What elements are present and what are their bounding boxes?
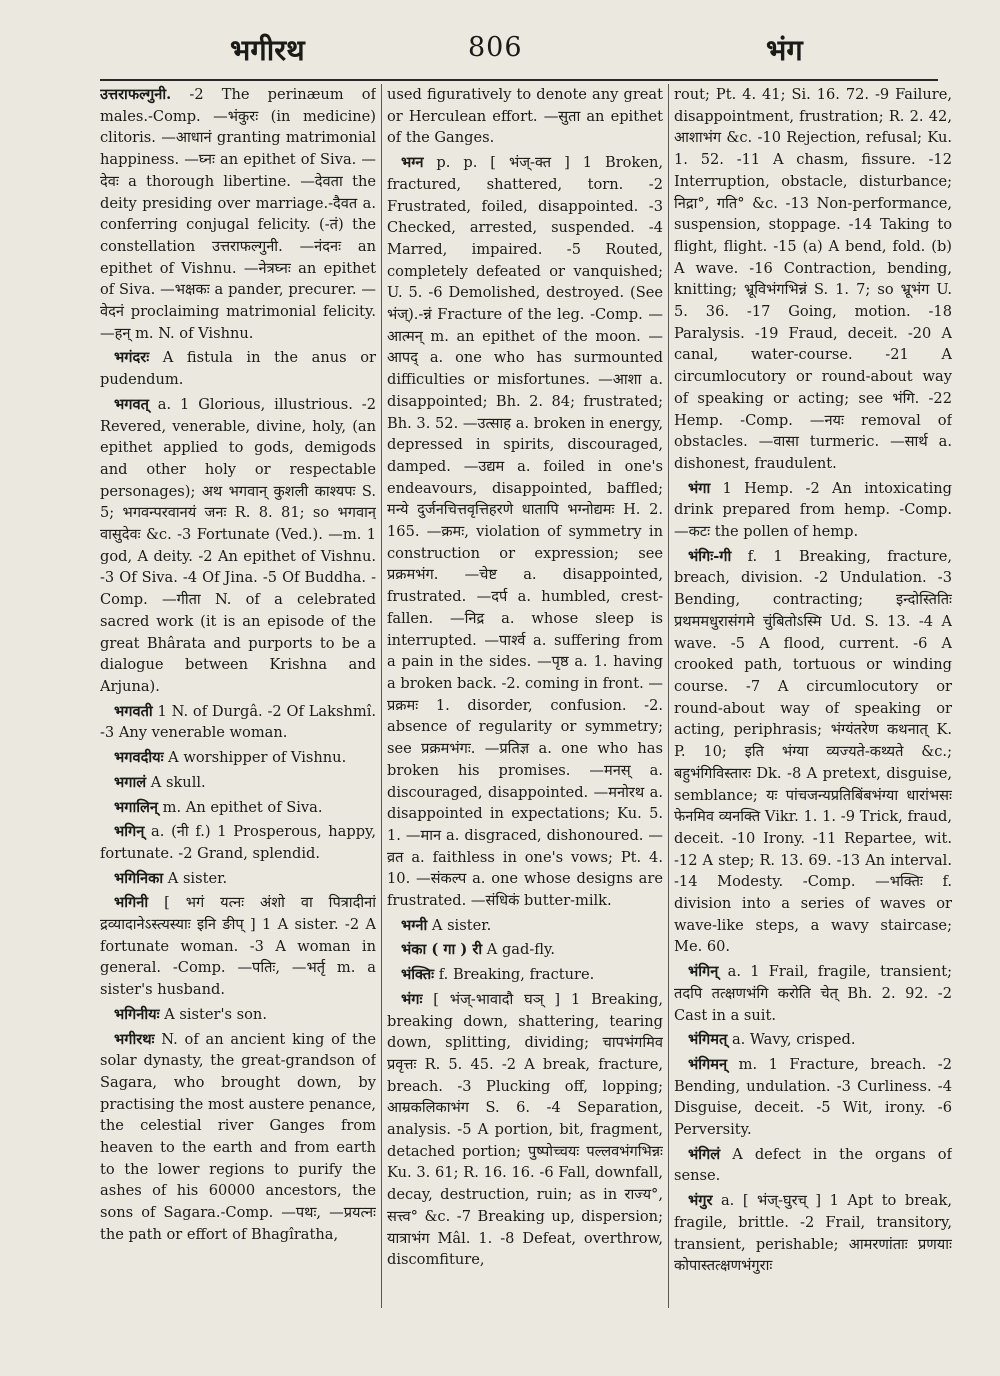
dictionary-entry xyxy=(674,1190,952,1280)
dictionary-entry xyxy=(387,989,663,1274)
dictionary-entry xyxy=(387,152,663,915)
column-1 xyxy=(100,84,376,1324)
entry-definition: -2 The perinæum of males.-Comp. —भंकुरः (in medicine) clitoris. —आधानं granting matrimonial happiness. —घ्नः an epithet of Siva. —देवः a thorough libertine. —देवता the deity presiding over marriage.-दैवत a. conferring conjugal felicity. (-तं) the constellation उत्तराफल्गुनी. —नंदनः an epithet of Vishnu. —नेत्रघ्नः an epithet of Siva. —भक्षकः a pander, precurer. —वेदनं proclaiming matrimonial felicity. —हन् m. N. of Vishnu. xyxy=(100,86,376,342)
entry-headword: भगिनी xyxy=(114,894,149,912)
dictionary-entry xyxy=(100,1029,376,1249)
dictionary-entry xyxy=(100,797,376,822)
entry-definition: used figuratively to denote any great or Herculean effort. —सुता an epithet of the Ganges. xyxy=(387,86,663,147)
entry-headword: भंगिमन् xyxy=(688,1055,728,1073)
dictionary-entry xyxy=(387,964,663,989)
dictionary-entry xyxy=(100,868,376,893)
dictionary-entry xyxy=(387,84,663,152)
entry-headword: भगवती xyxy=(114,702,153,720)
dictionary-entry xyxy=(100,394,376,701)
entry-headword: भगालिन् xyxy=(114,798,159,816)
entry-definition: m. 1 Fracture, breach. -2 Bending, undulation. -3 Curliness. -4 Disguise, deceit. -5 Wit, irony. -6 Perversity. xyxy=(674,1055,952,1139)
entry-definition: A sister. xyxy=(163,869,228,887)
entry-headword: भगीरथः xyxy=(114,1030,155,1048)
dictionary-entry xyxy=(100,892,376,1004)
entry-definition: A worshipper of Vishnu. xyxy=(163,749,347,767)
column-divider-2 xyxy=(668,84,669,1308)
dictionary-entry xyxy=(674,546,952,961)
entry-headword: भग्नी xyxy=(401,916,428,934)
entry-headword: भंगिलं xyxy=(688,1145,721,1163)
entry-headword: भगवत् xyxy=(114,395,149,413)
entry-headword: भगिन् xyxy=(114,823,145,841)
entry-definition: a. 1 Glorious, illustrious. -2 Revered, venerable, divine, holy, (an epithet applied to gods, demigods and other holy or respectable personages); अथ भगवान् कुशली काश्यपः S. 5; भगवन्परवानयं जनः R. 8. 81; so भगवान् वासुदेवः &c. -3 Fortunate (Ved.). —m. 1 god, A deity. -2 An epithet of Vishnu. -3 Of Siva. -4 Of Jina. -5 Of Buddha. -Comp. —गीता N. of a celebrated sacred work (it is an episode of the great Bhârata and purports to be a dialogue between Krishna and Arjuna). xyxy=(100,395,376,695)
entry-definition: A skull. xyxy=(146,773,206,791)
entry-headword: भंगिन् xyxy=(688,963,719,981)
header-rule xyxy=(100,79,938,81)
entry-headword: भगिनीयः xyxy=(114,1005,160,1023)
entry-headword: भगंदरः xyxy=(114,349,150,367)
entry-headword: उत्तराफल्गुनी. xyxy=(100,86,172,103)
entry-headword: भगिनिका xyxy=(114,869,164,887)
dictionary-entry xyxy=(100,701,376,747)
dictionary-entry xyxy=(674,1144,952,1190)
entry-headword: भगवदीयः xyxy=(114,749,164,767)
entry-definition: rout; Pt. 4. 41; Si. 16. 72. -9 Failure, disappointment, frustration; R. 2. 42, आशाभंग &c. -10 Rejection, refusal; Ku. 1. 52. -11 A chasm, fissure. -12 Interruption, obstacle, disturbance; निद्रा°, गति° &c. -13 Non-performance, suspension, stoppage. -14 Taking to flight, flight. -15 (a) A bend, fold. (b) A wave. -16 Contraction, bending, knitting; भ्रूविभंगभिन्नं S. 1. 7; so भ्रूभंग U. 5. 36. -17 Going, motion. -18 Paralysis. -19 Fraud, deceit. -20 A canal, water-course. -21 A circumlocutory or round-about way of speaking or acting; see भंगि. -22 Hemp. -Comp. —नयः removal of obstacles. —वासा turmeric. —सार्थ a. dishonest, fraudulent. xyxy=(674,86,952,472)
entry-headword: भग्न xyxy=(401,154,424,172)
dictionary-entry xyxy=(674,84,952,478)
dictionary-entry xyxy=(100,772,376,797)
entry-headword: भंगिमत् xyxy=(688,1031,728,1049)
dictionary-entry xyxy=(100,347,376,393)
entry-definition: A sister's son. xyxy=(159,1005,267,1023)
entry-definition: a. (नी f.) 1 Prosperous, happy, fortunate. -2 Grand, splendid. xyxy=(100,823,376,862)
entry-definition: p. p. [ भंज्-क्त ] 1 Broken, fractured, shattered, torn. -2 Frustrated, foiled, disappointed. -3 Checked, arrested, suspended. -4 Marred, impaired. -5 Routed, completely defeated or vanquished; U. 5. -6 Demolished, destroyed. (See भंज्).-न्नं Fracture of the leg. -Comp. —आत्मन् m. an epithet of the moon. —आपद् a. one who has surmounted difficulties or misfortunes. —आशा a. disappointed; Bh. 2. 84; frustrated; Bh. 3. 52. —उत्साह a. broken in energy, depressed in spirits, discouraged, damped. —उद्यम a. foiled in one's endeavours, disappointed, baffled; मन्ये दुर्जनचित्तवृत्तिहरणे धातापि भग्नोद्यमः H. 2. 165. —क्रमः, violation of symmetry in construction or expression; see प्रक्रमभंग. —चेष्ट a. disappointed, frustrated. —दर्प a. humbled, crest-fallen. —निद्र a. whose sleep is interrupted. —पार्श्व a. suffering from a pain in the sides. —पृष्ठ a. 1. having a broken back. -2. coming in front. —प्रक्रमः 1. disorder, confusion. -2. absence of regularity or symmetry; see प्रक्रमभंगः. —प्रतिज्ञ a. one who has broken his promises. —मनस् a. discouraged, disappointed. —मनोरथ a. disappointed in expectations; Ku. 5. 1. —मान a. disgraced, dishonoured. —व्रत a. faithless in one's vows; Pt. 4. 10. —संकल्प a. one whose designs are frustrated. —संधिकं butter-milk. xyxy=(387,154,663,910)
entry-headword: भंगिः-गी xyxy=(688,547,732,565)
entry-definition: a. Wavy, crisped. xyxy=(727,1031,856,1049)
entry-headword: भंगा xyxy=(688,479,711,497)
entry-definition: [ भगं यत्नः अंशो वा पित्रादीनां द्रव्यादानेऽस्त्यस्याः इनि ङीप् ] 1 A sister. -2 A fortunate woman. -3 A woman in general. -Comp. —पतिः, —भर्तृ m. a sister's husband. xyxy=(100,894,376,999)
entry-definition: f. 1 Breaking, fracture, breach, division. -2 Undulation. -3 Bending, contracting; इन्दोस्तितिः प्रथममधुरासंगमे चुंबितोऽस्मि Ud. S. 13. -4 A wave. -5 A flood, current. -6 A crooked path, tortuous or winding course. -7 A circumlocutory or round-about way of speaking or acting, periphrasis; भंग्यंतरेण कथनात् K. P. 10; इति भंग्या व्यज्यते-कथ्यते &c.; बहुभंगिविस्तारः Dk. -8 A pretext, disguise, semblance; यः पांचजन्यप्रतिबिंबभंग्या धारांभसः फेनमिव व्यनक्ति Vikr. 1. 1. -9 Trick, fraud, deceit. -10 Irony. -11 Repartee, wit. -12 A step; R. 13. 69. -13 An interval. -14 Modesty. -Comp. —भक्तिः f. division into a series of waves or wave-like steps, a wavy staircase; Me. 60. xyxy=(674,547,952,956)
entry-headword: भंगुर xyxy=(688,1192,713,1210)
dictionary-entry xyxy=(674,478,952,546)
page-number: 806 xyxy=(468,32,523,63)
dictionary-entry xyxy=(100,84,376,347)
entry-headword: भंका ( गा ) री xyxy=(401,941,483,959)
column-divider-1 xyxy=(381,84,382,1308)
column-3 xyxy=(674,84,952,1324)
entry-definition: A sister. xyxy=(427,916,492,934)
entry-headword: भंगः xyxy=(401,990,423,1008)
dictionary-entry xyxy=(100,747,376,772)
entry-definition: A defect in the organs of sense. xyxy=(674,1145,952,1185)
entry-definition: [ भंज्-भावादौ घञ् ] 1 Breaking, breaking down, shattering, tearing down, splitting, dividing; चापभंगमिव प्रवृत्तः R. 5. 45. -2 A break, fracture, breach. -3 Plucking off, lopping; आम्रकलिकाभंग S. 6. -4 Separation, analysis. -5 A portion, bit, fragment, detached portion; पुष्पोच्चयः पल्लवभंगभिन्नः Ku. 3. 61; R. 16. 16. -6 Fall, downfall, decay, destruction, ruin; as in राज्य°, सत्त्व° &c. -7 Breaking up, dispersion; यात्राभंग Mâl. 1. -8 Defeat, overthrow, discomfiture, xyxy=(387,990,663,1269)
entry-definition: A fistula in the anus or pudendum. xyxy=(100,349,376,389)
left-running-headword: भगीरथ xyxy=(230,33,305,67)
dictionary-entry xyxy=(100,821,376,867)
entry-definition: f. Breaking, fracture. xyxy=(434,966,595,984)
page-header xyxy=(0,30,1000,80)
entry-definition: a. [ भंज्-घुरच् ] 1 Apt to break, fragile, brittle. -2 Frail, transitory, transient, perishable; आमरणांताः प्रणयाः कोपास्तत्क्षणभंगुराः xyxy=(674,1192,952,1275)
entry-definition: m. An epithet of Siva. xyxy=(158,798,323,816)
right-running-headword: भंग xyxy=(766,33,803,67)
entry-definition: 1 Hemp. -2 An intoxicating drink prepared from hemp. -Comp. —कटः the pollen of hemp. xyxy=(674,479,952,541)
column-2 xyxy=(387,84,663,1324)
entry-definition: N. of an ancient king of the solar dynasty, the great-grandson of Sagara, who brought down, by practising the most austere penance, the celestial river Ganges from heaven to the earth and from earth to the lower regions to purify the ashes of his 60000 ancestors, the sons of Sagara.-Comp. —पथः, —प्रयत्नः the path or effort of Bhagîratha, xyxy=(100,1030,376,1243)
entry-headword: भगालं xyxy=(114,773,147,791)
entry-definition: a. 1 Frail, fragile, transient; तदपि तत्क्षणभंगि करोति चेत् Bh. 2. 92. -2 Cast in a suit. xyxy=(674,963,952,1024)
dictionary-entry xyxy=(100,1004,376,1029)
dictionary-entry xyxy=(674,1054,952,1144)
entry-definition: 1 N. of Durgâ. -2 Of Lakshmî. -3 Any venerable woman. xyxy=(100,702,376,742)
dictionary-entry xyxy=(387,915,663,940)
entry-headword: भंक्तिः xyxy=(401,966,435,984)
dictionary-entry xyxy=(674,1029,952,1054)
dictionary-entry xyxy=(674,961,952,1029)
entry-definition: A gad-fly. xyxy=(482,941,555,959)
dictionary-entry xyxy=(387,939,663,964)
